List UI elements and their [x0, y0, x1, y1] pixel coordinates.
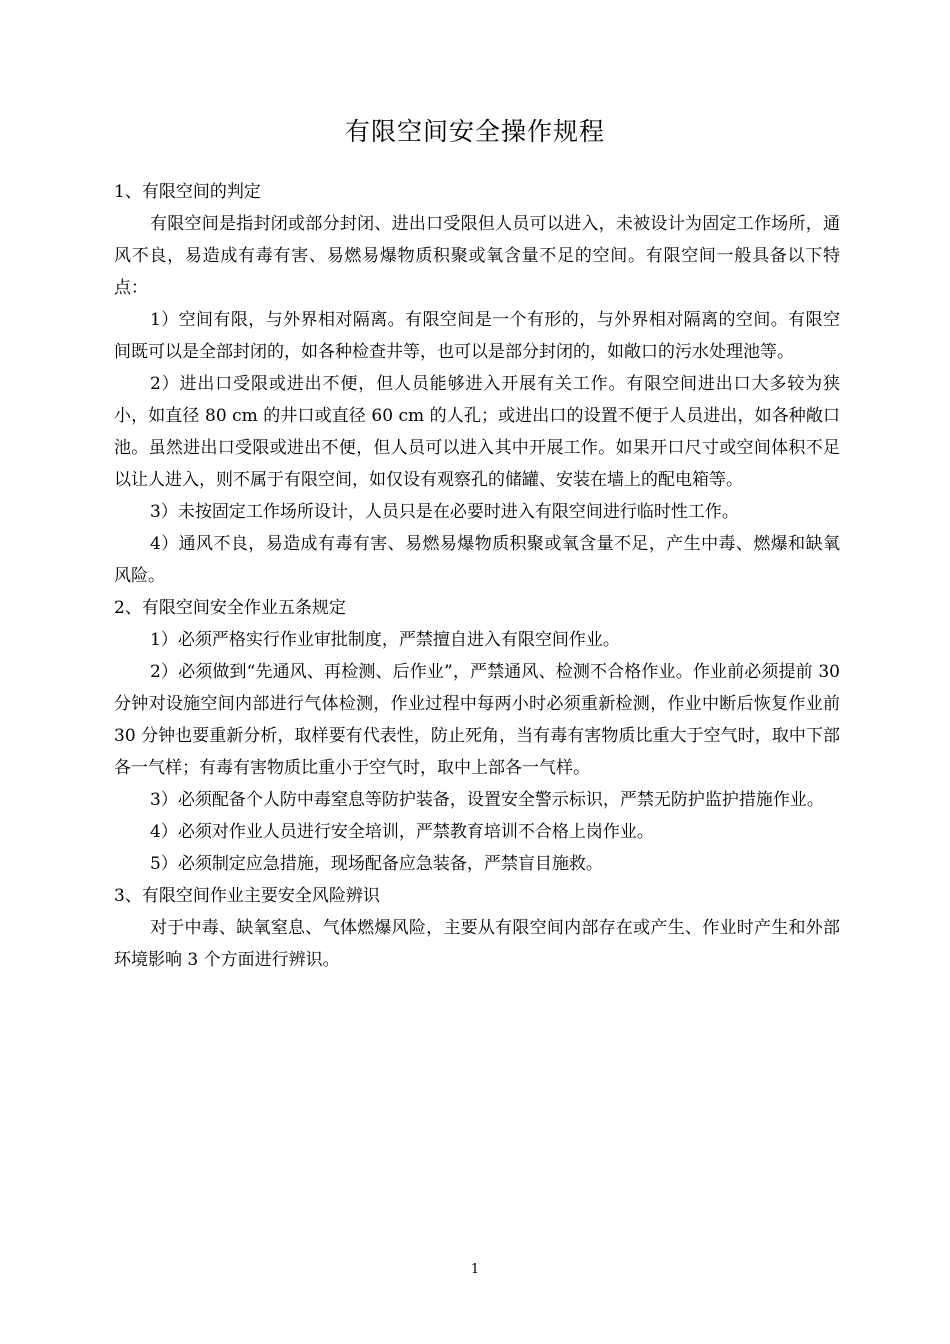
document-body — [114, 176, 840, 976]
paragraph: 4）通风不良，易造成有毒有害、易燃易爆物质积聚或氧含量不足，产生中毒、燃爆和缺氧风险。 — [114, 534, 840, 586]
paragraph: 3）必须配备个人防中毒窒息等防护装备，设置安全警示标识，严禁无防护监护措施作业。 — [150, 790, 824, 810]
section-2 — [114, 592, 840, 880]
paragraph: 2）必须做到“先通风、再检测、后作业”，严禁通风、检测不合格作业。作业前必须提前 30 分钟对设施空间内部进行气体检测，作业过程中每两小时必须重新检测，作业中断后恢复作业前 30 分钟也要重新分析，取样要有代表性，防止死角，当有毒有害物质比重大于空气时，取中下部各一气样；有毒有害物质比重小于空气时，取中上部各一气样。 — [114, 662, 840, 778]
paragraph: 对于中毒、缺氧窒息、气体燃爆风险，主要从有限空间内部存在或产生、作业时产生和外部环境影响 3 个方面进行辨识。 — [114, 918, 840, 970]
document-title: 有限空间安全操作规程 — [344, 117, 605, 146]
paragraph: 有限空间是指封闭或部分封闭、进出口受限但人员可以进入，未被设计为固定工作场所，通风不良，易造成有毒有害、易燃易爆物质积聚或氧含量不足的空间。有限空间一般具备以下特点： — [114, 214, 840, 298]
section-1 — [114, 176, 840, 592]
paragraph: 3）未按固定工作场所设计，人员只是在必要时进入有限空间进行临时性工作。 — [150, 502, 739, 522]
paragraph: 2）进出口受限或进出不便，但人员能够进入开展有关工作。有限空间进出口大多较为狭小，如直径 80 cm 的井口或直径 60 cm 的人孔；或进出口的设置不便于人员进出，如各种敞口池。虽然进出口受限或进出不便，但人员可以进入其中开展工作。如果开口尺寸或空间体积不足以让人进入，则不属于有限空间，如仅设有观察孔的储罐、安装在墙上的配电箱等。 — [114, 374, 840, 490]
paragraph: 1）空间有限，与外界相对隔离。有限空间是一个有形的，与外界相对隔离的空间。有限空间既可以是全部封闭的，如各种检查井等，也可以是部分封闭的，如敞口的污水处理池等。 — [114, 310, 840, 362]
paragraph: 4）必须对作业人员进行安全培训，严禁教育培训不合格上岗作业。 — [150, 822, 654, 842]
section-heading: 2、有限空间安全作业五条规定 — [114, 598, 346, 618]
section-heading: 1、有限空间的判定 — [114, 182, 261, 202]
paragraph: 5）必须制定应急措施，现场配备应急装备，严禁盲目施救。 — [150, 854, 603, 874]
section-3 — [114, 880, 840, 976]
paragraph: 1）必须严格实行作业审批制度，严禁擅自进入有限空间作业。 — [150, 630, 620, 650]
section-heading: 3、有限空间作业主要安全风险辨识 — [114, 886, 380, 906]
page-number: 1 — [470, 1262, 480, 1277]
